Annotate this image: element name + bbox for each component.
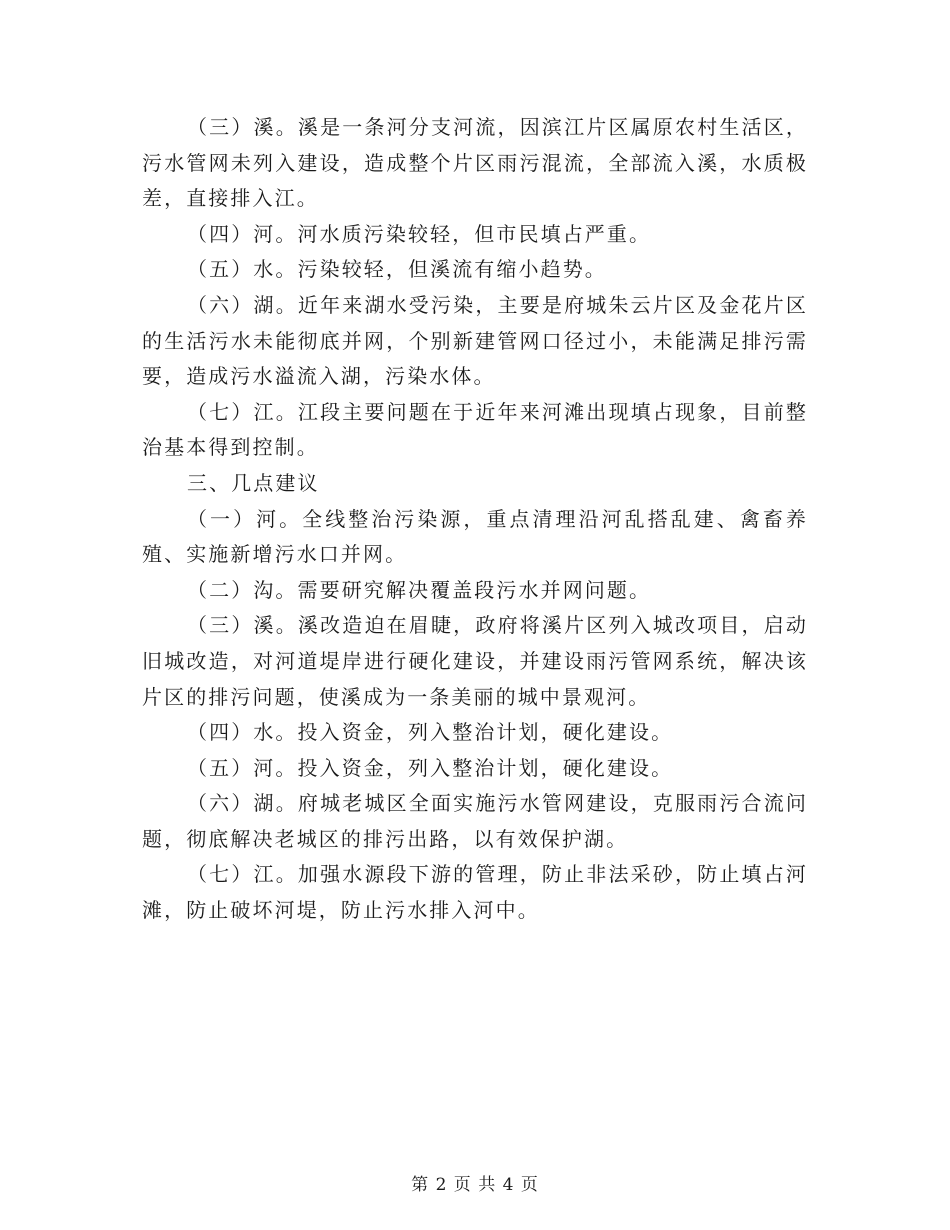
paragraph-stream-issue: （三）溪。溪是一条河分支河流，因滨江片区属原农村生活区，污水管网未列入建设，造成整个片区雨污混流，全部流入溪，水质极差，直接排入江。 <box>142 115 808 211</box>
page-number-footer: 第 2 页 共 4 页 <box>411 1175 539 1195</box>
suggestion-river: （一）河。全线整治污染源，重点清理沿河乱搭乱建、禽畜养殖、实施新增污水口并网。 <box>142 506 808 567</box>
section-heading-suggestions: 三、几点建议 <box>187 470 320 495</box>
suggestion-jiang: （七）江。加强水源段下游的管理，防止非法采砂，防止填占河滩，防止破坏河堤，防止污水排入河中。 <box>142 862 808 923</box>
suggestion-stream: （三）溪。溪改造迫在眉睫，政府将溪片区列入城改项目，启动旧城改造，对河道堤岸进行硬化建设，并建设雨污管网系统，解决该片区的排污问题，使溪成为一条美丽的城中景观河。 <box>142 613 808 709</box>
paragraph-jiang-issue: （七）江。江段主要问题在于近年来河滩出现填占现象，目前整治基本得到控制。 <box>142 399 808 460</box>
suggestion-water: （四）水。投入资金，列入整治计划，硬化建设。 <box>187 720 674 745</box>
paragraph-lake-issue: （六）湖。近年来湖水受污染，主要是府城朱云片区及金花片区的生活污水未能彻底并网，个别新建管网口径过小，未能满足排污需要，造成污水溢流入湖，污染水体。 <box>142 292 808 389</box>
paragraph-water-issue: （五）水。污染较轻，但溪流有缩小趋势。 <box>187 257 607 282</box>
suggestion-river-2: （五）河。投入资金，列入整治计划，硬化建设。 <box>187 755 674 780</box>
document-body <box>142 110 808 929</box>
suggestion-ditch: （二）沟。需要研究解决覆盖段污水并网问题。 <box>187 577 652 602</box>
suggestion-lake: （六）湖。府城老城区全面实施污水管网建设，克服雨污合流问题，彻底解决老城区的排污出路，以有效保护湖。 <box>142 791 808 851</box>
paragraph-river-issue: （四）河。河水质污染较轻，但市民填占严重。 <box>187 221 652 246</box>
